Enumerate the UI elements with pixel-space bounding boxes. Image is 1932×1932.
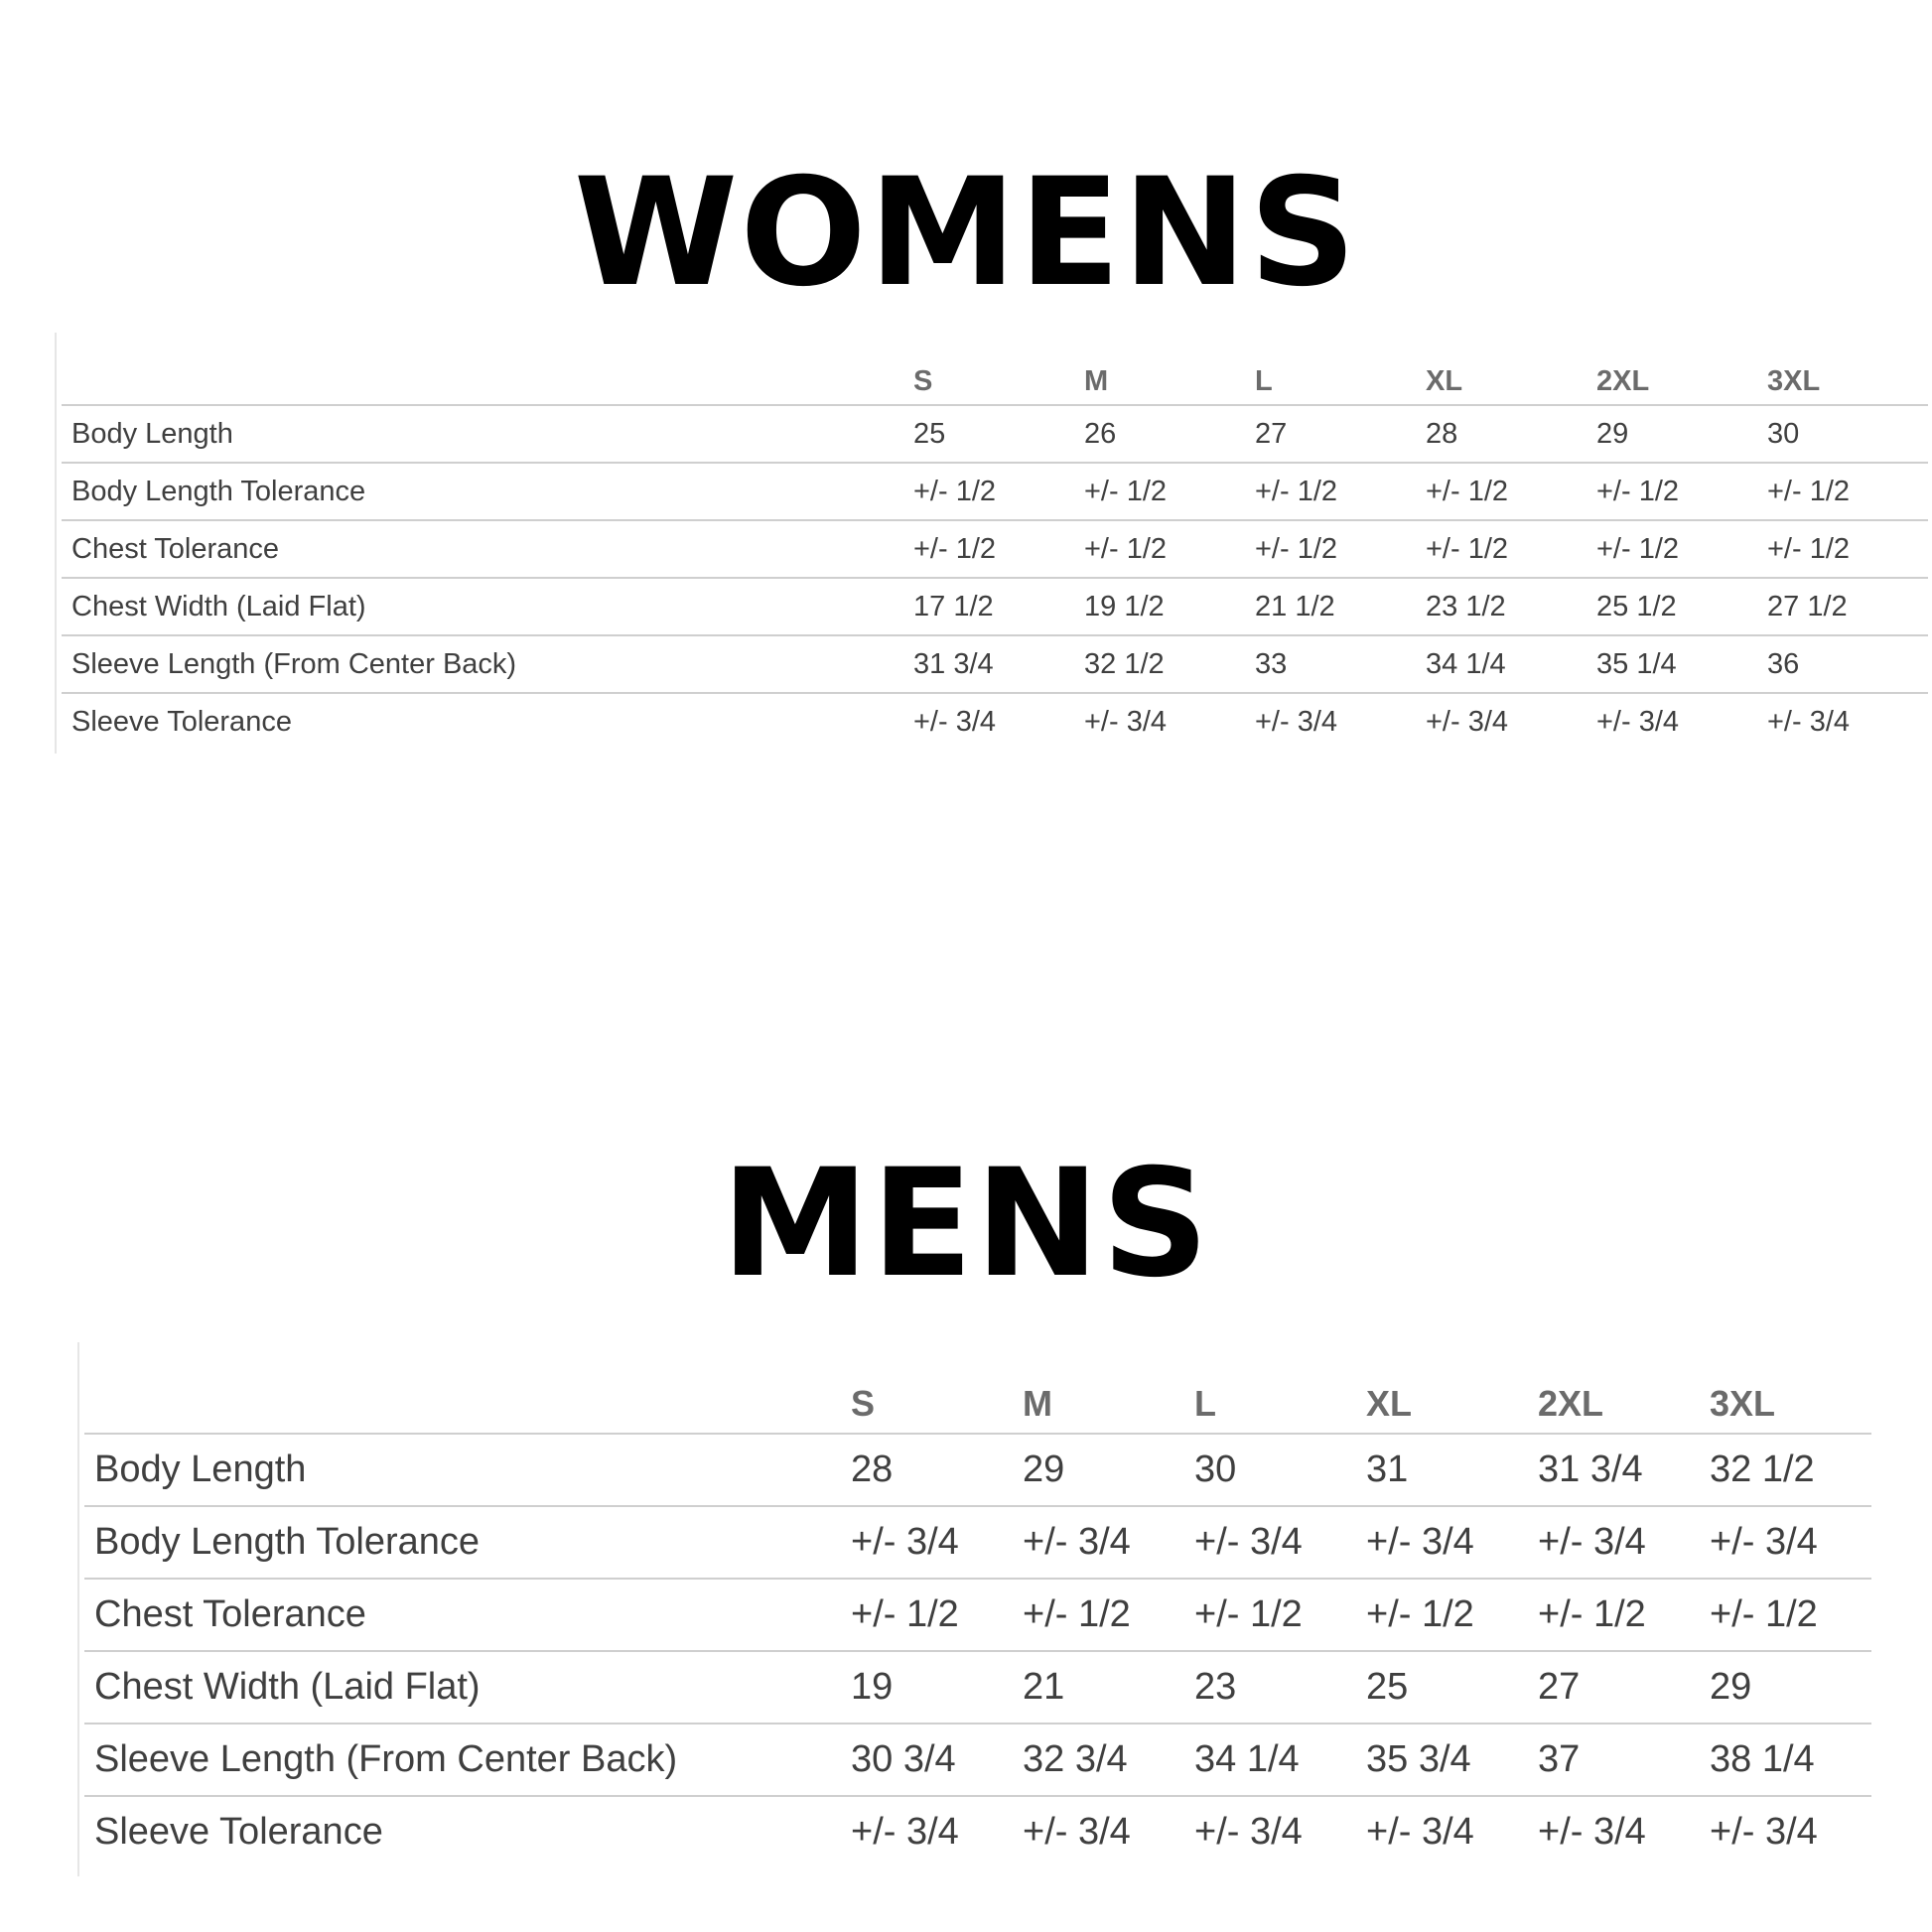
womens-size-header: S [903,345,1074,405]
mens-size-header: 2XL [1528,1357,1700,1434]
measurement-cell: 23 [1184,1651,1356,1724]
measurement-cell: 28 [841,1434,1013,1506]
table-row [84,1579,1871,1651]
measurement-cell: +/- 3/4 [841,1506,1013,1579]
table-row [84,1434,1871,1506]
measurement-cell: 34 1/4 [1416,635,1587,693]
measurement-cell: +/- 1/2 [841,1579,1013,1651]
measurement-cell: +/- 1/2 [1074,463,1245,520]
measurement-cell: 29 [1700,1651,1871,1724]
mens-size-chart [77,1342,1872,1876]
measurement-cell: 27 [1528,1651,1700,1724]
mens-size-header: S [841,1357,1013,1434]
measurement-cell: +/- 1/2 [1245,463,1416,520]
measurement-cell: +/- 1/2 [1184,1579,1356,1651]
measurement-cell: 17 1/2 [903,578,1074,635]
measurement-cell: +/- 3/4 [1596,705,1680,738]
table-row [84,1651,1871,1724]
measurement-cell: +/- 3/4 [1184,1506,1356,1579]
measurement-cell: +/- 3/4 [851,1811,959,1853]
table-row [84,1506,1871,1579]
measurement-cell: +/- 1/2 [1245,520,1416,578]
measurement-cell: +/- 3/4 [1767,705,1851,738]
womens-header-corner [62,345,903,405]
womens-size-header: 2XL [1587,345,1757,405]
measurement-cell: 32 3/4 [1013,1724,1184,1796]
measurement-cell: 32 1/2 [1700,1434,1871,1506]
measurement-cell: 23 1/2 [1416,578,1587,635]
womens-size-header: 3XL [1757,345,1928,405]
measurement-cell: +/- 3/4 [1700,1506,1871,1579]
measurement-cell: +/- 1/2 [1757,463,1928,520]
table-row [84,1796,1871,1867]
measurement-cell: 26 [1074,405,1245,463]
table-row [62,463,1928,520]
womens-header-row [62,345,1928,405]
measurement-cell: 21 1/2 [1245,578,1416,635]
measurement-cell: 35 3/4 [1356,1724,1528,1796]
row-label: Body Length Tolerance [84,1506,841,1579]
measurement-cell: +/- 1/2 [1700,1579,1871,1651]
row-label: Sleeve Tolerance [71,705,292,738]
measurement-cell: +/- 3/4 [1426,705,1509,738]
measurement-cell: +/- 3/4 [1710,1811,1818,1853]
measurement-cell: 31 3/4 [1528,1434,1700,1506]
mens-size-table [84,1357,1871,1867]
measurement-cell: 21 [1013,1651,1184,1724]
measurement-cell: +/- 1/2 [903,520,1074,578]
measurement-cell: 28 [1416,405,1587,463]
measurement-cell: 30 3/4 [841,1724,1013,1796]
row-label: Body Length [62,405,903,463]
table-row [62,635,1928,693]
measurement-cell: 37 [1528,1724,1700,1796]
table-row [62,520,1928,578]
mens-size-header: M [1013,1357,1184,1434]
measurement-cell: 25 [903,405,1074,463]
womens-size-header: M [1074,345,1245,405]
row-label: Chest Tolerance [84,1579,841,1651]
table-row [62,578,1928,635]
measurement-cell: +/- 1/2 [1074,520,1245,578]
measurement-cell: +/- 3/4 [913,705,997,738]
womens-size-header: XL [1416,345,1587,405]
measurement-cell: 25 [1356,1651,1528,1724]
measurement-cell: 34 1/4 [1184,1724,1356,1796]
measurement-cell: +/- 3/4 [1255,705,1338,738]
measurement-cell: 27 [1245,405,1416,463]
measurement-cell: 33 [1245,635,1416,693]
measurement-cell: +/- 3/4 [1194,1811,1303,1853]
row-label: Sleeve Length (From Center Back) [62,635,903,693]
row-label: Chest Width (Laid Flat) [62,578,903,635]
row-label: Sleeve Tolerance [94,1811,383,1853]
measurement-cell: 31 [1356,1434,1528,1506]
row-label: Body Length [84,1434,841,1506]
row-label: Chest Tolerance [62,520,903,578]
row-label: Body Length Tolerance [62,463,903,520]
measurement-cell: +/- 1/2 [1757,520,1928,578]
measurement-cell: 32 1/2 [1074,635,1245,693]
mens-size-header: L [1184,1357,1356,1434]
measurement-cell: +/- 3/4 [1528,1506,1700,1579]
mens-header-row [84,1357,1871,1434]
measurement-cell: 31 3/4 [903,635,1074,693]
measurement-cell: 30 [1184,1434,1356,1506]
measurement-cell: +/- 3/4 [1013,1506,1184,1579]
womens-size-header: L [1245,345,1416,405]
mens-header-corner [84,1357,841,1434]
measurement-cell: +/- 3/4 [1084,705,1168,738]
measurement-cell: +/- 1/2 [1416,520,1587,578]
table-row [84,1724,1871,1796]
measurement-cell: +/- 3/4 [1366,1811,1474,1853]
measurement-cell: +/- 1/2 [1416,463,1587,520]
measurement-cell: +/- 3/4 [1023,1811,1131,1853]
mens-size-header: 3XL [1700,1357,1871,1434]
measurement-cell: 27 1/2 [1757,578,1928,635]
measurement-cell: +/- 3/4 [1356,1506,1528,1579]
mens-size-header: XL [1356,1357,1528,1434]
measurement-cell: 38 1/4 [1700,1724,1871,1796]
measurement-cell: 29 [1587,405,1757,463]
row-label: Chest Width (Laid Flat) [84,1651,841,1724]
womens-title: WOMENS [573,147,1359,320]
womens-size-table [62,345,1928,750]
measurement-cell: +/- 1/2 [903,463,1074,520]
measurement-cell: 30 [1757,405,1928,463]
measurement-cell: 19 [841,1651,1013,1724]
measurement-cell: +/- 1/2 [1013,1579,1184,1651]
measurement-cell: 36 [1757,635,1928,693]
table-row [62,693,1928,750]
measurement-cell: +/- 1/2 [1587,463,1757,520]
womens-size-chart [55,333,1899,754]
measurement-cell: +/- 1/2 [1528,1579,1700,1651]
mens-title: MENS [721,1138,1211,1311]
table-row [62,405,1928,463]
measurement-cell: +/- 1/2 [1587,520,1757,578]
measurement-cell: +/- 3/4 [1538,1811,1646,1853]
row-label: Sleeve Length (From Center Back) [84,1724,841,1796]
measurement-cell: 19 1/2 [1074,578,1245,635]
measurement-cell: 35 1/4 [1587,635,1757,693]
measurement-cell: 29 [1013,1434,1184,1506]
measurement-cell: +/- 1/2 [1356,1579,1528,1651]
measurement-cell: 25 1/2 [1587,578,1757,635]
